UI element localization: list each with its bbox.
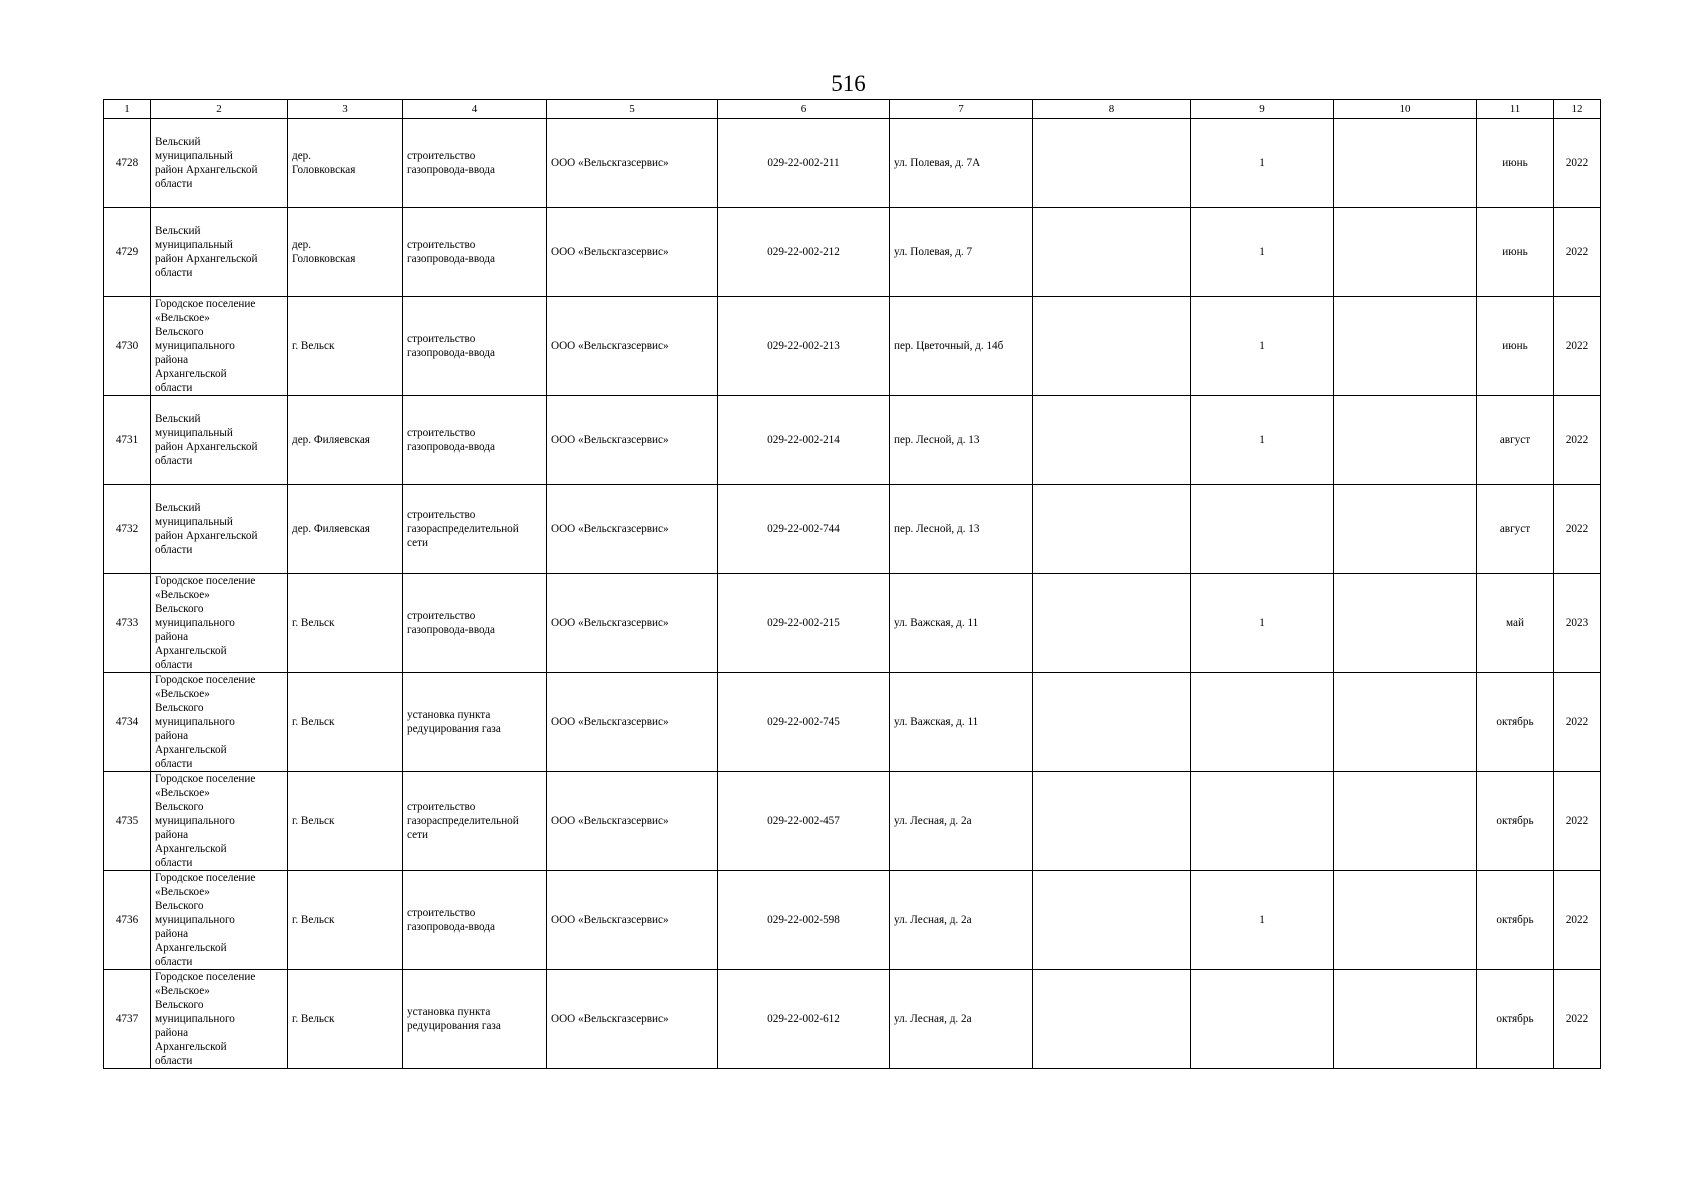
address: ул. Лесная, д. 2а [890, 970, 1033, 1069]
column-9-value: 1 [1191, 297, 1334, 396]
month: июнь [1477, 208, 1554, 297]
column-number: 12 [1554, 100, 1601, 119]
column-8-value [1033, 396, 1191, 485]
work-type: строительство газораспределительной сети [403, 772, 547, 871]
table-row [104, 208, 1601, 297]
column-9-value [1191, 772, 1334, 871]
year: 2022 [1554, 871, 1601, 970]
municipality: Городское поселение «Вельское» Вельского муниципального района Архангельской области [151, 970, 288, 1069]
column-8-value [1033, 119, 1191, 208]
table-row [104, 871, 1601, 970]
row-number: 4737 [104, 970, 151, 1069]
organization: ООО «Вельскгазсервис» [547, 772, 718, 871]
month: август [1477, 396, 1554, 485]
column-9-value: 1 [1191, 208, 1334, 297]
column-9-value: 1 [1191, 574, 1334, 673]
column-number: 4 [403, 100, 547, 119]
municipality: Городское поселение «Вельское» Вельского муниципального района Архангельской области [151, 673, 288, 772]
settlement: г. Вельск [288, 297, 403, 396]
column-number: 5 [547, 100, 718, 119]
municipality: Городское поселение «Вельское» Вельского муниципального района Архангельской области [151, 871, 288, 970]
column-8-value [1033, 485, 1191, 574]
organization: ООО «Вельскгазсервис» [547, 297, 718, 396]
organization: ООО «Вельскгазсервис» [547, 485, 718, 574]
table-row [104, 772, 1601, 871]
municipality: Вельский муниципальный район Архангельской области [151, 208, 288, 297]
month: октябрь [1477, 772, 1554, 871]
column-10-value [1334, 396, 1477, 485]
address: ул. Полевая, д. 7 [890, 208, 1033, 297]
work-type: строительство газопровода-ввода [403, 396, 547, 485]
settlement: дер. Филяевская [288, 396, 403, 485]
column-9-value: 1 [1191, 871, 1334, 970]
settlement: дер. Головковская [288, 208, 403, 297]
table-row [104, 396, 1601, 485]
address: ул. Полевая, д. 7А [890, 119, 1033, 208]
year: 2023 [1554, 574, 1601, 673]
year: 2022 [1554, 485, 1601, 574]
column-10-value [1334, 208, 1477, 297]
month: май [1477, 574, 1554, 673]
municipality: Вельский муниципальный район Архангельской области [151, 119, 288, 208]
municipality: Городское поселение «Вельское» Вельского муниципального района Архангельской области [151, 297, 288, 396]
municipality: Городское поселение «Вельское» Вельского муниципального района Архангельской области [151, 574, 288, 673]
year: 2022 [1554, 119, 1601, 208]
column-8-value [1033, 297, 1191, 396]
work-type: строительство газопровода-ввода [403, 119, 547, 208]
settlement: г. Вельск [288, 970, 403, 1069]
column-9-value: 1 [1191, 396, 1334, 485]
table-row [104, 673, 1601, 772]
organization: ООО «Вельскгазсервис» [547, 871, 718, 970]
column-number: 11 [1477, 100, 1554, 119]
column-8-value [1033, 871, 1191, 970]
work-type: установка пункта редуцирования газа [403, 673, 547, 772]
row-number: 4730 [104, 297, 151, 396]
settlement: г. Вельск [288, 871, 403, 970]
column-8-value [1033, 574, 1191, 673]
work-type: установка пункта редуцирования газа [403, 970, 547, 1069]
column-9-value [1191, 970, 1334, 1069]
table-row [104, 485, 1601, 574]
object-code: 029-22-002-215 [718, 574, 890, 673]
page-number: 516 [831, 71, 866, 96]
row-number: 4728 [104, 119, 151, 208]
column-10-value [1334, 574, 1477, 673]
table-row [104, 970, 1601, 1069]
table-row [104, 297, 1601, 396]
month: октябрь [1477, 673, 1554, 772]
object-code: 029-22-002-612 [718, 970, 890, 1069]
month: июнь [1477, 119, 1554, 208]
settlement: дер. Головковская [288, 119, 403, 208]
organization: ООО «Вельскгазсервис» [547, 673, 718, 772]
object-code: 029-22-002-213 [718, 297, 890, 396]
table-row [104, 574, 1601, 673]
organization: ООО «Вельскгазсервис» [547, 396, 718, 485]
month: август [1477, 485, 1554, 574]
row-number: 4736 [104, 871, 151, 970]
column-10-value [1334, 673, 1477, 772]
column-10-value [1334, 485, 1477, 574]
address: пер. Лесной, д. 13 [890, 485, 1033, 574]
column-number: 3 [288, 100, 403, 119]
object-code: 029-22-002-744 [718, 485, 890, 574]
column-9-value: 1 [1191, 119, 1334, 208]
column-10-value [1334, 970, 1477, 1069]
column-number-row [104, 100, 1601, 119]
work-type: строительство газопровода-ввода [403, 208, 547, 297]
year: 2022 [1554, 208, 1601, 297]
row-number: 4733 [104, 574, 151, 673]
address: ул. Важская, д. 11 [890, 673, 1033, 772]
object-code: 029-22-002-212 [718, 208, 890, 297]
work-type: строительство газораспределительной сети [403, 485, 547, 574]
month: октябрь [1477, 871, 1554, 970]
column-10-value [1334, 297, 1477, 396]
column-8-value [1033, 772, 1191, 871]
column-number: 8 [1033, 100, 1191, 119]
column-number: 7 [890, 100, 1033, 119]
row-number: 4734 [104, 673, 151, 772]
column-8-value [1033, 673, 1191, 772]
month: июнь [1477, 297, 1554, 396]
row-number: 4729 [104, 208, 151, 297]
settlement: г. Вельск [288, 772, 403, 871]
address: пер. Цветочный, д. 14б [890, 297, 1033, 396]
row-number: 4731 [104, 396, 151, 485]
row-number: 4732 [104, 485, 151, 574]
work-type: строительство газопровода-ввода [403, 871, 547, 970]
column-9-value [1191, 673, 1334, 772]
address: пер. Лесной, д. 13 [890, 396, 1033, 485]
column-number: 10 [1334, 100, 1477, 119]
column-10-value [1334, 772, 1477, 871]
municipality: Городское поселение «Вельское» Вельского муниципального района Архангельской области [151, 772, 288, 871]
settlement: дер. Филяевская [288, 485, 403, 574]
month: октябрь [1477, 970, 1554, 1069]
object-code: 029-22-002-745 [718, 673, 890, 772]
column-9-value [1191, 485, 1334, 574]
year: 2022 [1554, 297, 1601, 396]
column-8-value [1033, 970, 1191, 1069]
work-type: строительство газопровода-ввода [403, 297, 547, 396]
organization: ООО «Вельскгазсервис» [547, 970, 718, 1069]
column-8-value [1033, 208, 1191, 297]
organization: ООО «Вельскгазсервис» [547, 208, 718, 297]
settlement: г. Вельск [288, 673, 403, 772]
column-number: 1 [104, 100, 151, 119]
work-type: строительство газопровода-ввода [403, 574, 547, 673]
address: ул. Лесная, д. 2а [890, 772, 1033, 871]
year: 2022 [1554, 673, 1601, 772]
column-10-value [1334, 119, 1477, 208]
organization: ООО «Вельскгазсервис» [547, 119, 718, 208]
column-10-value [1334, 871, 1477, 970]
municipality: Вельский муниципальный район Архангельской области [151, 396, 288, 485]
row-number: 4735 [104, 772, 151, 871]
object-code: 029-22-002-214 [718, 396, 890, 485]
object-code: 029-22-002-211 [718, 119, 890, 208]
year: 2022 [1554, 970, 1601, 1069]
year: 2022 [1554, 396, 1601, 485]
municipality: Вельский муниципальный район Архангельской области [151, 485, 288, 574]
settlement: г. Вельск [288, 574, 403, 673]
column-number: 2 [151, 100, 288, 119]
object-code: 029-22-002-457 [718, 772, 890, 871]
table-row [104, 119, 1601, 208]
address: ул. Лесная, д. 2а [890, 871, 1033, 970]
year: 2022 [1554, 772, 1601, 871]
address: ул. Важская, д. 11 [890, 574, 1033, 673]
organization: ООО «Вельскгазсервис» [547, 574, 718, 673]
registry-table [103, 99, 1601, 1069]
object-code: 029-22-002-598 [718, 871, 890, 970]
column-number: 6 [718, 100, 890, 119]
column-number: 9 [1191, 100, 1334, 119]
